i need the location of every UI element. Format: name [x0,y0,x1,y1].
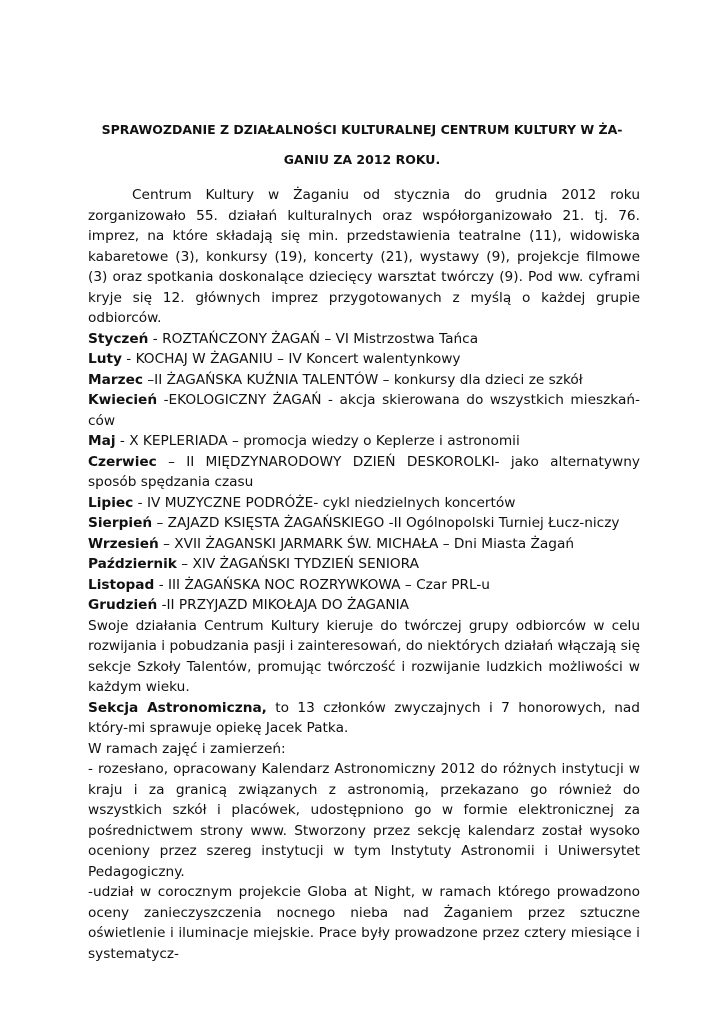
month-name: Lipiec [88,494,134,511]
month-entry-january [88,329,640,350]
month-entry-february [88,349,640,370]
month-name: Styczeń [88,330,149,347]
month-entry-april [88,390,640,431]
month-event: - IV MUZYCZNE PODRÓŻE- cykl niedzielnych koncertów [133,494,516,511]
document-title-line-2: GANIU ZA 2012 ROKU. [283,152,441,167]
activities-paragraph: Swoje działania Centrum Kultury kieruje do twórczej grupy odbiorców w celu rozwijania i pobudzania pasji i zainteresowań, do niektórych działań włączają się sekcje Szkoły Talentów, promując twórczość i rozwijanie ludzkich możliwości w każdym wieku. [88,617,640,695]
month-event: – XIV ŻAGAŃSKI TYDZIEŃ SENIORA [176,556,419,572]
month-name: Luty [88,351,122,367]
month-event: -II PRZYJAZD MIKOŁAJA DO ŻAGANIA [157,597,410,613]
astronomy-section-paragraph [88,698,640,739]
month-event: - ROZTAŃCZONY ŻAGAŃ – VI Mistrzostwa Tańca [148,330,479,347]
astronomy-section-label: Sekcja Astronomiczna, [88,699,267,716]
month-entry-may [88,431,640,452]
month-entry-june [88,452,640,493]
month-event: - KOCHAJ W ŻAGANIU – IV Koncert walentynkowy [121,351,461,367]
month-entry-november [88,575,640,596]
month-event: – II MIĘDZYNARODOWY DZIEŃ DESKOROLKI- jako alternatywny sposób spędzania czasu [88,453,640,490]
month-name: Grudzień [88,597,158,613]
month-name: Czerwiec [88,453,157,470]
astronomy-section-text: to 13 członków zwyczajnych i 7 honorowych, nad który-mi sprawuje opiekę Jacek Patka. [88,699,640,736]
month-name: Wrzesień [88,535,159,552]
month-name: Kwiecień [88,392,158,408]
month-entry-october [88,554,640,575]
month-entry-july [88,493,640,514]
month-event: – ZAJAZD KSIĘSTA ŻAGAŃSKIEGO -II Ogólnopolski Turniej Łucz-niczy [152,515,620,531]
intro-paragraph: Centrum Kultury w Żaganiu od stycznia do grudnia 2012 roku zorganizowało 55. działań kulturalnych oraz współorganizowało 21. tj. 76. imprez, na które składają się min. przedstawienia teatralne (11), widowiska kabaretowe (3), konkursy (19), koncerty (21), wystawy (9), projekcje filmowe (3) oraz spotkania doskonalące dziecięcy warsztat twórczy (9). Pod ww. cyframi kryje się 12. głównych imprez przygotowanych z myślą o każdej grupie odbiorców. [88,187,640,326]
month-event: - III ŻAGAŃSKA NOC ROZRYWKOWA – Czar PRL-u [154,576,490,593]
month-event: –II ŻAGAŃSKA KUŹNIA TALENTÓW – konkursy dla dzieci ze szkół [142,371,583,388]
bullet-calendar: - rozesłano, opracowany Kalendarz Astronomiczny 2012 do różnych instytucji w kraju i za granicą związanych z astronomią, przekazano go również do wszystkich szkół i placówek, udostępniono go w formie elektronicznej za pośrednictwem strony www. Stworzony przez sekcję kalendarz został wysoko oceniony przez szereg instytucji w tym Instytuty Astronomii i Uniwersytet Pedagogiczny. [88,761,640,880]
month-event: -EKOLOGICZNY ŻAGAŃ - akcja skierowana do wszystkich mieszkań-ców [88,392,640,429]
month-entry-march [88,370,640,391]
bullet-globe-at-night: -udział w corocznym projekcie Globa at Night, w ramach którego prowadzono oceny zanieczyszczenia nocnego nieba nad Żaganiem przez sztuczne oświetlenie i iluminacje miejskie. Prace były prowadzone przez cztery miesiące i systematycz- [88,884,640,962]
month-event: – XVII ŻAGANSKI JARMARK ŚW. MICHAŁA – Dni Miasta Żagań [158,535,575,552]
month-name: Maj [88,433,116,449]
month-name: Październik [88,556,177,572]
month-name: Listopad [88,576,155,593]
month-name: Sierpień [88,515,153,531]
month-entry-august [88,513,640,534]
month-entry-september [88,534,640,555]
activities-intro-line: W ramach zajęć i zamierzeń: [88,740,286,757]
month-entry-december [88,595,640,616]
month-name: Marzec [88,371,143,388]
document-title-line-1: SPRAWOZDANIE Z DZIAŁALNOŚCI KULTURALNEJ CENTRUM KULTURY W ŻA- [101,122,623,137]
document-body [88,185,640,964]
month-event: - X KEPLERIADA – promocja wiedzy o Keplerze i astronomii [115,433,520,449]
